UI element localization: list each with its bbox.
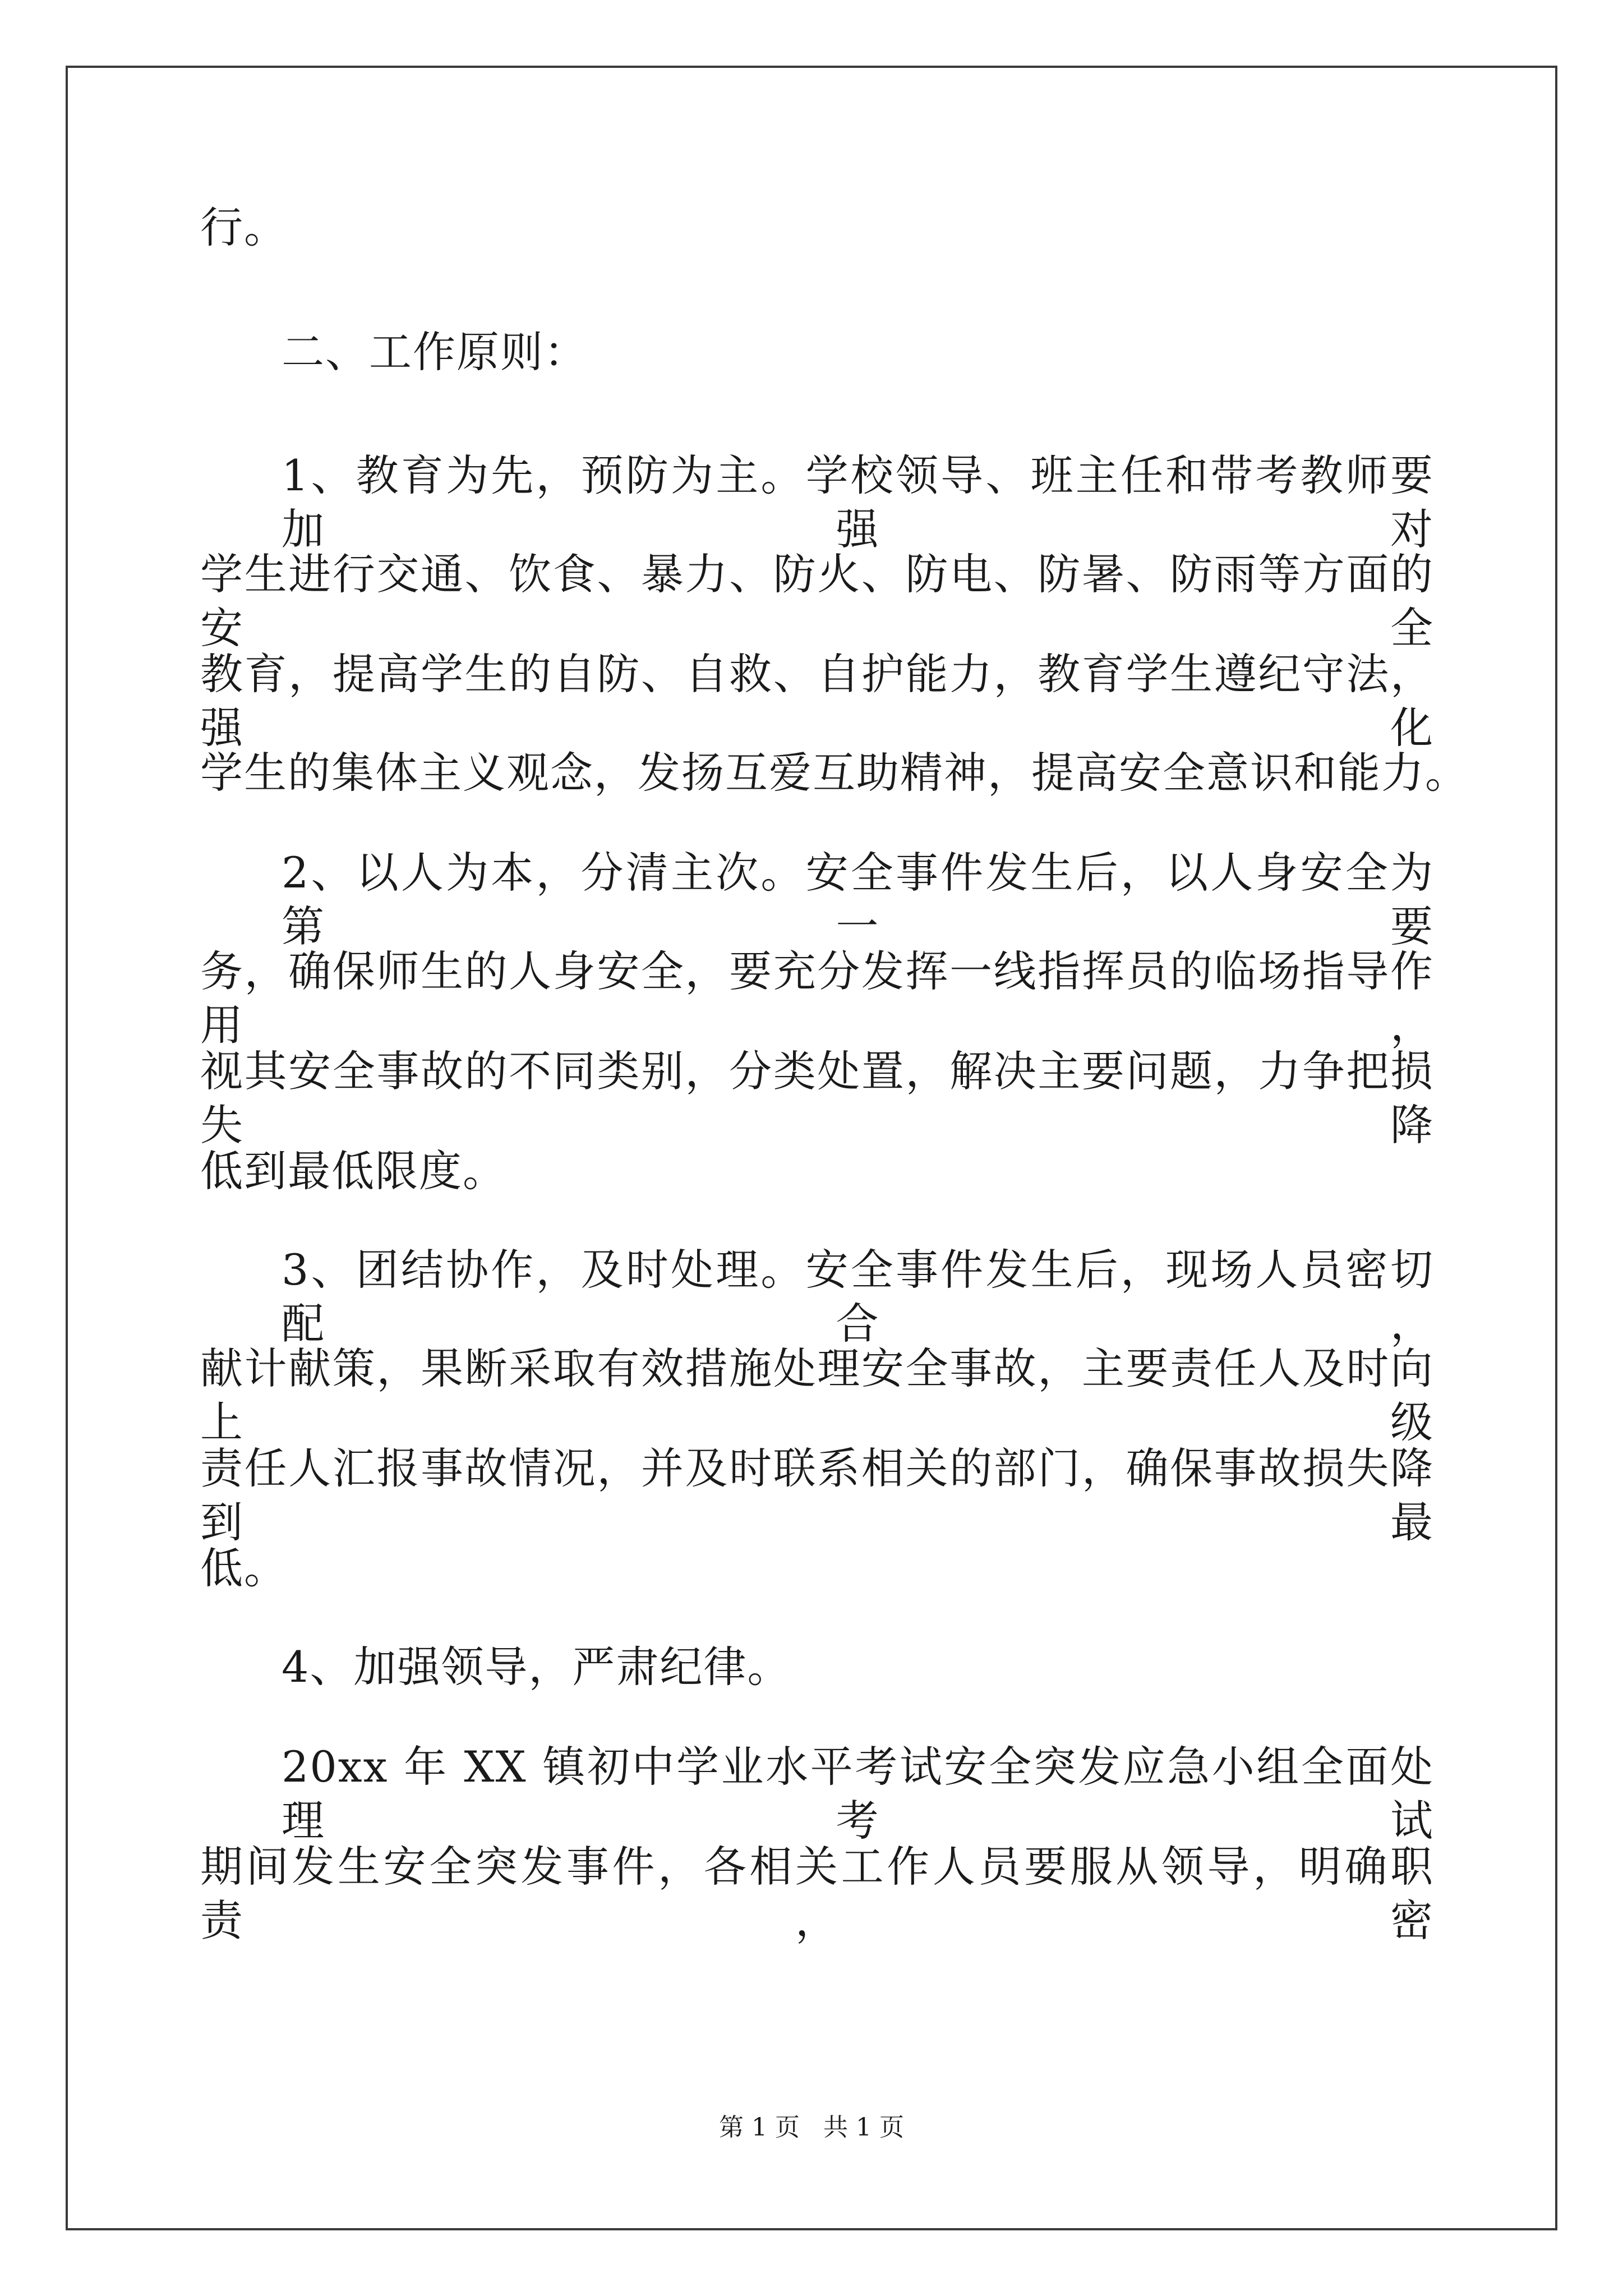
text-line: 4、加强领导，严肃纪律。 (282, 1642, 791, 1692)
text-line: 3、团结协作，及时处理。安全事件发生后，现场人员密切配合， (282, 1245, 1434, 1349)
text-line: 1、教育为先，预防为主。学校领导、班主任和带考教师要加强对 (282, 450, 1434, 554)
section-heading: 二、工作原则： (282, 327, 588, 377)
text-line: 献计献策，果断采取有效措施处理安全事故，主要责任人及时向上级 (200, 1343, 1434, 1447)
text-line: 20xx 年 XX 镇初中学业水平考试安全突发应急小组全面处理考试 (282, 1742, 1434, 1846)
page-number: 第 1 页 (719, 2113, 800, 2142)
text-line: 低到最低限度。 (200, 1146, 506, 1196)
text-line: 视其安全事故的不同类别，分类处置，解决主要问题，力争把损失降 (200, 1046, 1434, 1150)
text-line: 低。 (200, 1543, 288, 1593)
text-line: 教育，提高学生的自防、自救、自护能力，教育学生遵纪守法，强化 (200, 649, 1434, 753)
text-line: 2、以人为本，分清主次。安全事件发生后，以人身安全为第一要 (282, 848, 1434, 951)
text-line: 学生的集体主义观念，发扬互爱互助精神，提高安全意识和能力。 (200, 748, 1469, 798)
text-line: 学生进行交通、饮食、暴力、防火、防电、防暑、防雨等方面的安全 (200, 549, 1434, 653)
text-line: 务，确保师生的人身安全，要充分发挥一线指挥员的临场指导作用， (200, 946, 1434, 1050)
text-line: 行。 (200, 203, 288, 252)
text-line: 期间发生安全突发事件，各相关工作人员要服从领导，明确职责，密 (200, 1842, 1434, 1945)
page-total: 共 1 页 (823, 2113, 904, 2142)
page-footer (0, 2111, 1623, 2145)
text-line: 责任人汇报事故情况，并及时联系相关的部门，确保事故损失降到最 (200, 1443, 1434, 1547)
